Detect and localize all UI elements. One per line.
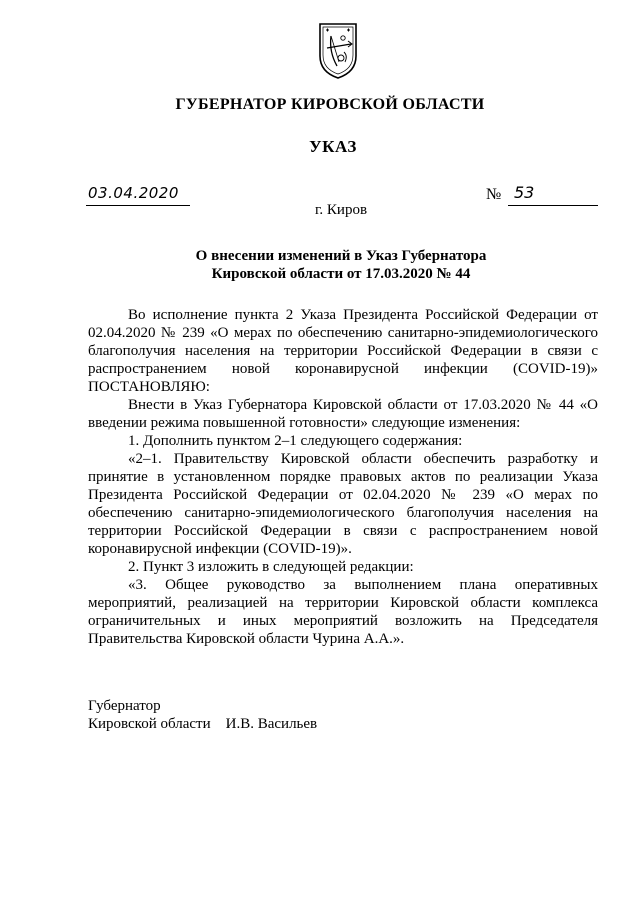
issuer-heading: ГУБЕРНАТОР КИРОВСКОЙ ОБЛАСТИ [175,96,485,113]
decree-subject [0,247,640,283]
body-paragraph: 2. Пункт 3 изложить в следующей редакции: [128,559,414,575]
signatory-title-line-1: Губернатор [88,698,161,714]
signatory-name: И.В. Васильев [225,716,318,732]
body-paragraph: «3. Общее руководство за выполнением плана оперативных мероприятий, реализацией на территории Кировской области комплекса ограничительных и иных мероприятий возложить на Председателя Правительства Кировской области Чурина А.А.». [88,577,598,647]
body-paragraph: Во исполнение пункта 2 Указа Президента Российской Федерации от 02.04.2020 № 239 «О мерах по обеспечению санитарно-эпидемиологического благополучия населения на территории Российской Федерации в связи с распространением новой коронавирусной инфекции (COVID-19)» ПОСТАНОВЛЯЮ: [88,307,598,395]
signatory-region: Кировской области [88,716,211,732]
body-paragraph: Внести в Указ Губернатора Кировской области от 17.03.2020 № 44 «О введении режима повышенной готовности» следующие изменения: [88,397,598,431]
body-paragraph: «2–1. Правительству Кировской области обеспечить разработку и принятие в установленном порядке правовых актов по реализации Указа Президента Российской Федерации от 02.04.2020 № 239 «О мерах по обеспечению санитарно-эпидемиологического благополучия населения на территории Российской Федерации в связи с распространением новой коронавирусной инфекции (COVID-19)». [88,451,598,557]
city-line: г. Киров [314,202,368,218]
decree-number: 53 [514,183,535,202]
decree-date: 03.04.2020 [88,184,179,202]
body-paragraph: 1. Дополнить пунктом 2–1 следующего содержания: [128,433,463,449]
signature-block [88,697,317,733]
coat-of-arms-icon [317,22,359,80]
document-type-heading: УКАЗ [309,137,357,156]
subject-line-1: О внесении изменений в Указ Губернатора [195,248,487,264]
subject-line-2: Кировской области от 17.03.2020 № 44 [211,266,471,282]
number-label: № [486,186,502,203]
decree-body [88,306,598,648]
signatory-title-line-2 [88,715,317,733]
